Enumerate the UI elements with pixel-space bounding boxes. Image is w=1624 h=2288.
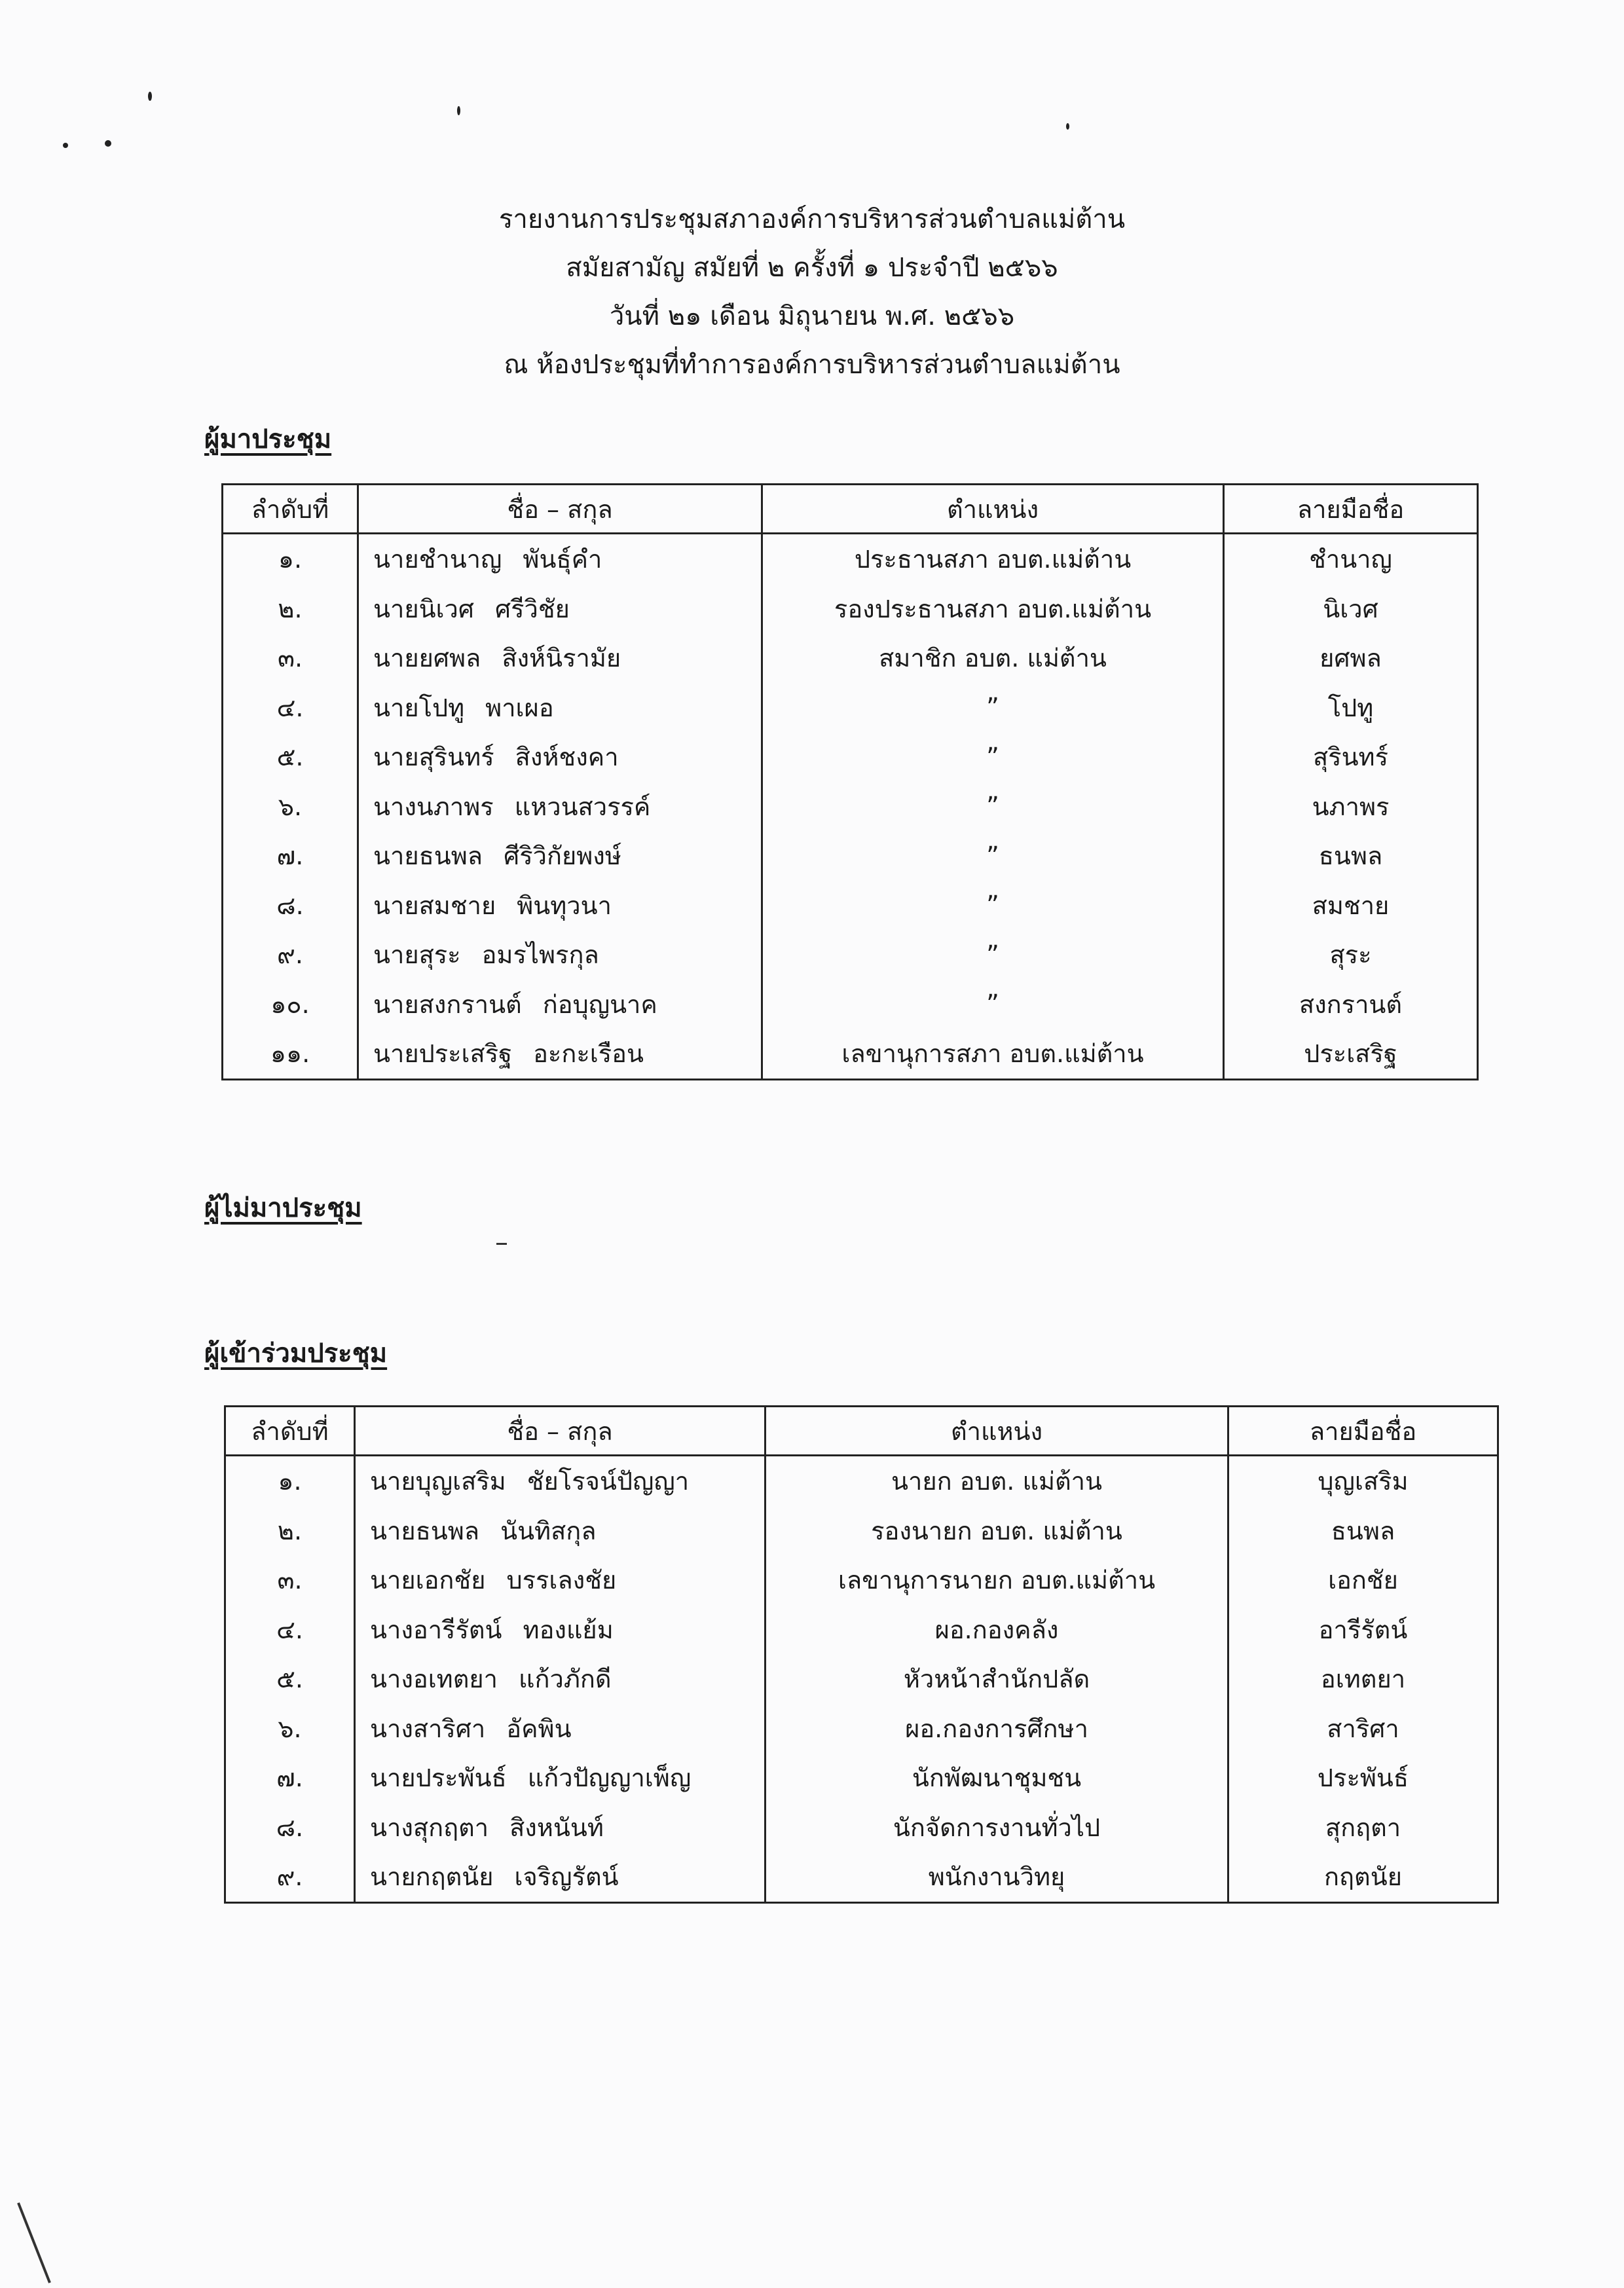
position-cell: ”: [762, 980, 1224, 1029]
surname: อะกะเรือน: [533, 1039, 644, 1069]
row-number: ๑๐.: [223, 980, 358, 1029]
position-cell: ”: [762, 881, 1224, 931]
surname: พาเผอ: [485, 693, 554, 722]
signature-cell: ธนพล: [1228, 1506, 1498, 1556]
row-number: ๑๑.: [223, 1029, 358, 1079]
table-row: [225, 1654, 1498, 1704]
person-name: [358, 584, 762, 634]
surname: แก้วภักดี: [519, 1665, 612, 1694]
given-name: นายนิเวศ: [373, 594, 475, 623]
person-name: [358, 782, 762, 832]
given-name: นายยศพล: [373, 644, 481, 673]
given-name: นายชำนาญ: [373, 545, 502, 574]
row-number: ๓.: [223, 633, 358, 683]
signature-cell: สุกฤตา: [1228, 1803, 1498, 1853]
given-name: นายเอกชัย: [370, 1566, 486, 1595]
row-number: ๑.: [225, 1456, 355, 1506]
person-name: [355, 1704, 766, 1754]
person-name: [358, 930, 762, 980]
col-position-header: ตำแหน่ง: [766, 1407, 1228, 1456]
row-number: ๖.: [223, 782, 358, 832]
signature-cell: อเทตยา: [1228, 1654, 1498, 1704]
position-cell: เลขานุการนายก อบต.แม่ต้าน: [766, 1555, 1228, 1605]
signature-cell: นิเวศ: [1224, 584, 1478, 634]
given-name: นายประพันธ์: [370, 1763, 507, 1793]
surname: บรรเลงชัย: [506, 1566, 617, 1595]
surname: สิงห์ชงคา: [515, 743, 619, 772]
row-number: ๕.: [223, 732, 358, 782]
given-name: นายสุระ: [373, 940, 461, 970]
signature-cell: อารีรัตน์: [1228, 1605, 1498, 1655]
signature-cell: สุรินทร์: [1224, 732, 1478, 782]
session-line: สมัยสามัญ สมัยที่ ๒ ครั้งที่ ๑ ประจำปี ๒๕๖๖: [566, 253, 1058, 283]
empty-cell: [1224, 1079, 1478, 1080]
surname: อัคพิน: [506, 1714, 572, 1743]
person-name: [355, 1555, 766, 1605]
person-name: [355, 1852, 766, 1902]
scan-speck: [63, 143, 68, 148]
attendees-body: [223, 534, 1478, 1080]
attendees-table: [221, 483, 1479, 1080]
position-cell: ”: [762, 930, 1224, 980]
empty-cell: [762, 1079, 1224, 1080]
row-number: ๒.: [225, 1506, 355, 1556]
scan-speck: [1066, 123, 1069, 130]
position-cell: ผอ.กองคลัง: [766, 1605, 1228, 1655]
given-name: นางสุกฤตา: [370, 1813, 489, 1842]
signature-cell: ชำนาญ: [1224, 534, 1478, 584]
surname: เจริญรัตน์: [514, 1862, 619, 1892]
report-title: รายงานการประชุมสภาองค์การบริหารส่วนตำบลแม่ต้าน: [498, 204, 1126, 234]
position-cell: นักพัฒนาชุมชน: [766, 1753, 1228, 1803]
given-name: นายประเสริฐ: [373, 1039, 513, 1069]
participants-heading: ผู้เข้าร่วมประชุม: [204, 1338, 388, 1369]
date-line: วันที่ ๒๑ เดือน มิถุนายน พ.ศ. ๒๕๖๖: [609, 301, 1015, 331]
given-name: นางนภาพร: [373, 792, 494, 821]
person-name: [358, 831, 762, 881]
person-name: [355, 1753, 766, 1803]
signature-cell: กฤตนัย: [1228, 1852, 1498, 1902]
given-name: นางสาริศา: [370, 1714, 486, 1743]
given-name: นายสมชาย: [373, 891, 496, 920]
given-name: นายสุรินทร์: [373, 743, 494, 772]
empty-row: [225, 1902, 1498, 1903]
table-row: [225, 1704, 1498, 1754]
position-cell: สมาชิก อบต. แม่ต้าน: [762, 633, 1224, 683]
empty-cell: [225, 1902, 355, 1903]
venue-line: ณ ห้องประชุมที่ทำการองค์การบริหารส่วนตำบลแม่ต้าน: [504, 350, 1120, 380]
table-header-row: [223, 485, 1478, 534]
col-signature-header: ลายมือชื่อ: [1224, 485, 1478, 534]
scan-speck: [105, 140, 111, 147]
surname: ศรีวิชัย: [495, 594, 570, 623]
table-row: [223, 1029, 1478, 1079]
signature-cell: ธนพล: [1224, 831, 1478, 881]
surname: ทองแย้ม: [523, 1615, 614, 1644]
table-row: [223, 881, 1478, 931]
signature-cell: ยศพล: [1224, 633, 1478, 683]
row-number: ๕.: [225, 1654, 355, 1704]
table-row: [223, 782, 1478, 832]
person-name: [355, 1456, 766, 1506]
person-name: [358, 1029, 762, 1079]
empty-cell: [358, 1079, 762, 1080]
position-cell: ”: [762, 683, 1224, 733]
table-row: [225, 1555, 1498, 1605]
row-number: ๓.: [225, 1555, 355, 1605]
position-cell: นายก อบต. แม่ต้าน: [766, 1456, 1228, 1506]
signature-cell: สมชาย: [1224, 881, 1478, 931]
row-number: ๙.: [223, 930, 358, 980]
row-number: ๘.: [223, 881, 358, 931]
surname: สิงหนันท์: [509, 1813, 604, 1842]
given-name: นายสงกรานต์: [373, 989, 522, 1019]
table-row: [223, 980, 1478, 1029]
empty-cell: [1228, 1902, 1498, 1903]
position-cell: ”: [762, 782, 1224, 832]
position-cell: ”: [762, 732, 1224, 782]
table-row: [225, 1753, 1498, 1803]
table-row: [225, 1506, 1498, 1556]
col-position-header: ตำแหน่ง: [762, 485, 1224, 534]
surname: ก่อบุญนาค: [542, 989, 657, 1019]
surname: สิงห์นิรามัย: [502, 644, 621, 673]
table-row: [223, 831, 1478, 881]
signature-cell: สาริศา: [1228, 1704, 1498, 1754]
signature-cell: บุญเสริม: [1228, 1456, 1498, 1506]
given-name: นายโปทู: [373, 693, 465, 722]
position-cell: ผอ.กองการศึกษา: [766, 1704, 1228, 1754]
surname: ชัยโรจน์ปัญญา: [526, 1467, 690, 1496]
signature-cell: สงกรานต์: [1224, 980, 1478, 1029]
signature-cell: โปทู: [1224, 683, 1478, 733]
table-row: [225, 1852, 1498, 1902]
surname: อมรไพรกุล: [481, 940, 599, 970]
surname: นันทิสกุล: [500, 1516, 597, 1545]
row-number: ๔.: [223, 683, 358, 733]
col-no-header: ลำดับที่: [223, 485, 358, 534]
row-number: ๗.: [225, 1753, 355, 1803]
participants-body: [225, 1456, 1498, 1903]
row-number: ๖.: [225, 1704, 355, 1754]
signature-cell: ประพันธ์: [1228, 1753, 1498, 1803]
col-name-header: ชื่อ – สกุล: [355, 1407, 766, 1456]
given-name: นางอเทตยา: [370, 1665, 498, 1694]
given-name: นายบุญเสริม: [370, 1467, 506, 1496]
col-no-header: ลำดับที่: [225, 1407, 355, 1456]
person-name: [358, 732, 762, 782]
row-number: ๗.: [223, 831, 358, 881]
empty-cell: [355, 1902, 766, 1903]
position-cell: หัวหน้าสำนักปลัด: [766, 1654, 1228, 1704]
table-row: [223, 584, 1478, 634]
position-cell: พนักงานวิทยุ: [766, 1852, 1228, 1902]
position-cell: ”: [762, 831, 1224, 881]
person-name: [358, 683, 762, 733]
table-row: [223, 732, 1478, 782]
row-number: ๘.: [225, 1803, 355, 1853]
participants-table: [224, 1405, 1499, 1904]
signature-cell: นภาพร: [1224, 782, 1478, 832]
given-name: นางอารีรัตน์: [370, 1615, 502, 1644]
empty-cell: [766, 1902, 1228, 1903]
attendees-heading: ผู้มาประชุม: [204, 424, 332, 454]
table-header-row: [225, 1407, 1498, 1456]
surname: แก้วปัญญาเพ็ญ: [527, 1763, 692, 1793]
scan-speck: [148, 92, 152, 101]
surname: พินทุวนา: [517, 891, 612, 920]
position-cell: รองนายก อบต. แม่ต้าน: [766, 1506, 1228, 1556]
signature-cell: สุระ: [1224, 930, 1478, 980]
col-signature-header: ลายมือชื่อ: [1228, 1407, 1498, 1456]
table-row: [223, 683, 1478, 733]
table-row: [223, 633, 1478, 683]
given-name: นายกฤตนัย: [370, 1862, 494, 1892]
table-row: [225, 1456, 1498, 1506]
position-cell: นักจัดการงานทั่วไป: [766, 1803, 1228, 1853]
person-name: [358, 881, 762, 931]
empty-cell: [223, 1079, 358, 1080]
person-name: [355, 1654, 766, 1704]
position-cell: รองประธานสภา อบต.แม่ต้าน: [762, 584, 1224, 634]
table-row: [223, 534, 1478, 584]
person-name: [358, 633, 762, 683]
scan-speck: [457, 106, 460, 115]
row-number: ๒.: [223, 584, 358, 634]
given-name: นายธนพล: [373, 841, 483, 871]
empty-row: [223, 1079, 1478, 1080]
surname: พันธุ์คำ: [523, 545, 602, 574]
absent-heading: ผู้ไม่มาประชุม: [204, 1193, 362, 1223]
surname: แหวนสวรรค์: [514, 792, 651, 821]
row-number: ๔.: [225, 1605, 355, 1655]
person-name: [355, 1803, 766, 1853]
signature-cell: เอกชัย: [1228, 1555, 1498, 1605]
absent-none-dash: [496, 1243, 507, 1245]
position-cell: เลขานุการสภา อบต.แม่ต้าน: [762, 1029, 1224, 1079]
signature-cell: ประเสริฐ: [1224, 1029, 1478, 1079]
surname: ศีริวิกัยพงษ์: [504, 841, 621, 871]
row-number: ๑.: [223, 534, 358, 584]
table-row: [223, 930, 1478, 980]
person-name: [358, 534, 762, 584]
row-number: ๙.: [225, 1852, 355, 1902]
person-name: [355, 1605, 766, 1655]
col-name-header: ชื่อ – สกุล: [358, 485, 762, 534]
person-name: [358, 980, 762, 1029]
table-row: [225, 1803, 1498, 1853]
position-cell: ประธานสภา อบต.แม่ต้าน: [762, 534, 1224, 584]
person-name: [355, 1506, 766, 1556]
scan-mark: [16, 2200, 55, 2285]
table-row: [225, 1605, 1498, 1655]
given-name: นายธนพล: [370, 1516, 480, 1545]
